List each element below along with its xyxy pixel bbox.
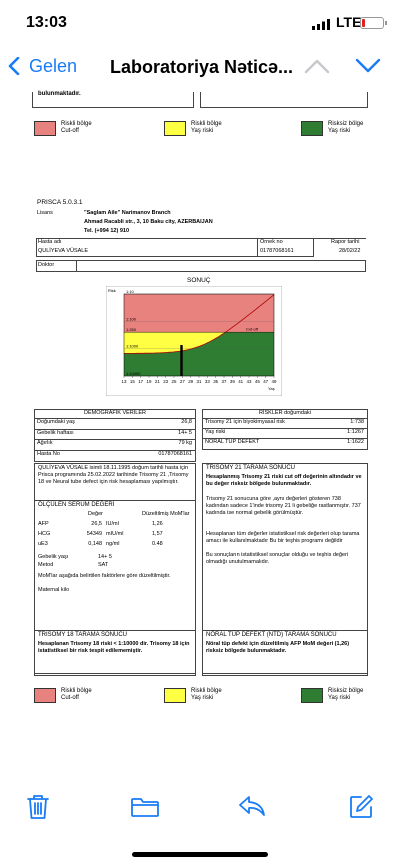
serum-analyte: HCG [38,531,51,537]
t21-paragraph-3: Bu sonuçların istatistiksel sonuçlar olduğu ve teşhis değeri olmadığı unutulmamalıdır. [206,552,349,565]
ntd-title: NÖRAL TÜP DEFEKT (NTD) TARAMA SONUCU [206,632,337,638]
nav-bar [0,46,400,96]
t21-paragraph-2: Hesaplanan tüm değerler istatistiksel risk değerleri olup tarama amacı ile kullanılmaktadır Bu bir teşhis programı değildir [206,531,360,544]
legend-low: Risksiz bölge Yaş riski [328,688,364,701]
table-divider [34,429,196,430]
t18-box [34,630,196,674]
demographics-row-value: 79 kg [178,440,192,446]
demographics-row-label: Doğumdaki yaş [37,419,75,425]
risk-row-value: 1:738 [350,419,364,425]
demographics-title: DEMOGRAFİK VERİLER [83,410,147,416]
x-tick-label: 49 [271,379,277,384]
result-title: SONUÇ [187,277,211,284]
patient-marker [180,345,182,376]
low-risk-swatch [301,688,323,703]
table-divider [202,428,368,429]
risk-row-value: 1:1267 [347,429,364,435]
risks-title: RİSKLER doğumdaki [259,410,311,416]
x-tick-label: 29 [188,379,194,384]
patient-name: QULİYEVA VÜSALE [38,248,89,254]
patient-label: Hasta adı [38,239,62,245]
table-divider [34,439,196,440]
x-tick-label: 43 [246,379,252,384]
divider [257,238,258,257]
ntd-box [202,630,368,674]
serum-mom: 0.48 [152,541,163,547]
legend-age: Riskli bölge Yaş riski [191,688,222,701]
risks-table [202,409,368,450]
status-bar [0,0,400,46]
high-risk-swatch [34,688,56,703]
ga-value: 14+ 5 [98,554,112,560]
network-type: LTE [336,14,362,30]
serum-value: 0,148 [88,541,102,547]
age-risk-swatch [164,121,186,136]
method-value: SAT [98,562,109,568]
demographics-row-label: Hasta No [37,450,60,457]
x-tick-label: 47 [263,379,269,384]
battery-icon [360,17,384,29]
status-time: 13:03 [26,14,67,31]
lisans-label: Lisans [37,210,53,216]
legend-age: Riskli bölge Yaş riski [191,121,222,134]
serum-value: 54349 [86,531,102,537]
low-risk-swatch [301,121,323,136]
legend-low: Risksiz bölge Yaş riski [328,121,364,134]
divider [76,260,77,272]
method-label: Metod [38,562,54,568]
y-tick-label: 1:10 [126,289,134,294]
ga-label: Gebelik yaşı [38,554,69,560]
serum-footnote: MoM'lar aşağıda belirtilen faktörlere göre düzeltilmiştir. [38,573,171,579]
x-tick-label: 35 [213,379,219,384]
serum-value: 26,5 [91,521,102,527]
t18-title: TRISOMY 18 TARAMA SONUCU [38,632,128,638]
serum-footnote-2: Maternal kilo [38,587,70,593]
risk-row-value: 1:1622 [347,439,364,445]
table-divider [34,418,196,419]
ntd-summary: Nöral tüp defekt için düzeltilmiş AFP MoM değeri (1,26) risksiz bölgede bulunmaktadır. [206,641,350,654]
reply-icon[interactable] [238,794,266,818]
serum-col-mom: Düzeltilmiş MoM'lar [142,511,190,517]
demographics-table [34,409,196,462]
serum-mom: 1,26 [152,521,163,527]
compose-icon[interactable] [348,794,374,820]
y-tick-label: 1:250 [126,327,137,333]
date-label: Rapor tarihi [331,239,360,245]
serum-unit: IU/ml [106,521,119,527]
x-tick-label: 17 [138,379,144,384]
chevron-up-icon[interactable] [304,58,330,74]
t21-summary: Hesaplanmış Trisomy 21 riski cut off değerinin altındadır ve bu değer risksiz bölgede bulunmaktadır. [206,474,362,487]
sample-label: Örnek no [260,239,283,245]
y-axis-label: Risk [108,288,116,293]
x-tick-label: 27 [179,379,185,384]
risk-row-label: Trisomy 21 için biyokimyasal risk [205,419,285,425]
report-document [28,91,372,786]
t18-summary: Hesaplanan Trisomy 18 riski < 1:10000 dir. Trisomy 18 için istatistiksel bir risk tespit edilememiştir. [38,641,190,654]
signal-icon [312,19,332,30]
software-name: PRISCA 5.0.3.1 [37,199,83,206]
t21-title: TRISOMY 21 TARAMA SONUCU [206,465,296,471]
prev-section-box-right [200,92,368,108]
doctor-label: Doktor [38,262,55,268]
demographics-row-value: 01787068161 [158,450,192,457]
table-divider [202,438,368,439]
lab-tel: Tel. (+994 12) 910 [84,228,129,234]
serum-title: ÖLÇÜLEN SERUM DEĞERİ [38,502,115,508]
demographics-row-value: 26,8 [181,419,192,425]
x-tick-label: 25 [171,379,177,384]
legend-high: Riskli bölge Cut-off [61,121,92,134]
nav-title: Laboratoriya Nəticə... [110,57,294,77]
serum-unit: ng/ml [106,541,120,547]
x-tick-label: 45 [254,379,260,384]
age-risk-swatch [164,688,186,703]
x-tick-label: 15 [129,379,135,384]
x-tick-label: 23 [163,379,169,384]
x-tick-label: 39 [229,379,235,384]
y-tick-label: 1:10000 [126,371,141,376]
home-indicator [132,852,268,857]
x-axis-label: Yaş [268,386,275,391]
serum-analyte: AFP [38,521,49,527]
lab-address: Ahmad Racabli str., 3, 10 Baku city, AZERBAIJAN [84,219,213,225]
serum-analyte: uE3 [38,541,48,547]
risk-row-label: Yaş riski [205,429,226,435]
x-tick-label: 41 [238,379,244,384]
x-tick-label: 21 [154,379,160,384]
demographics-row-value: 14+ 5 [178,429,192,436]
x-tick-label: 19 [146,379,152,384]
report-date: 28/02/22 [339,248,361,254]
chevron-left-icon [8,57,20,75]
legend-high: Riskli bölge Cut-off [61,688,92,701]
x-tick-label: 13 [121,379,127,384]
y-tick-label: 1:1000 [126,343,139,349]
x-tick-label: 31 [196,379,202,384]
prev-section-text: bulunmaktadır. [38,91,81,97]
folder-icon[interactable] [130,796,160,818]
serum-unit: mIU/ml [106,531,124,537]
table-divider [202,418,368,419]
prev-section-box [32,92,194,108]
serum-mom: 1,57 [152,531,163,537]
y-tick-label: 1:100 [126,316,137,322]
high-risk-swatch [34,121,56,136]
doctor-box [36,260,366,272]
t21-paragraph-1: Trisomy 21 sonucuna göre ,aynı değerleri gösteren 738 kadından sadece 1'inde trisomy 21 li gebeliğe rastlanmıştır. 737 kadında ise normal gebelik görülmüştür. [206,496,361,516]
demographics-row-label: Gebelik haftası [37,429,74,436]
serum-col-value: Değer [88,511,103,517]
risk-chart [106,286,282,396]
x-tick-label: 33 [204,379,210,384]
back-label: Gelen [29,56,78,76]
sample-number: 01787068161 [260,248,294,254]
risk-row-label: NÖRAL TÜP DEFEKT [205,439,260,445]
x-tick-label: 37 [221,379,227,384]
back-button[interactable] [8,56,77,77]
report-note: QULİYEVA VÜSALE isimli 18.11.1995 doğum tarihli hasta için Prisca programında 25.02.2022 tarihinde Trisomy 21 ,Trisomy 18 ve Neural tube defect için risk hesaplaması yapılmıştır. [38,465,189,485]
chevron-down-icon[interactable] [355,58,381,74]
table-divider [34,450,196,451]
cutoff-label: Cut-off [246,326,258,332]
demographics-row-label: Ağırlık [37,440,53,446]
lab-name: "Saglam Aile" Narimanov Branch [84,210,171,216]
trash-icon[interactable] [26,794,50,820]
